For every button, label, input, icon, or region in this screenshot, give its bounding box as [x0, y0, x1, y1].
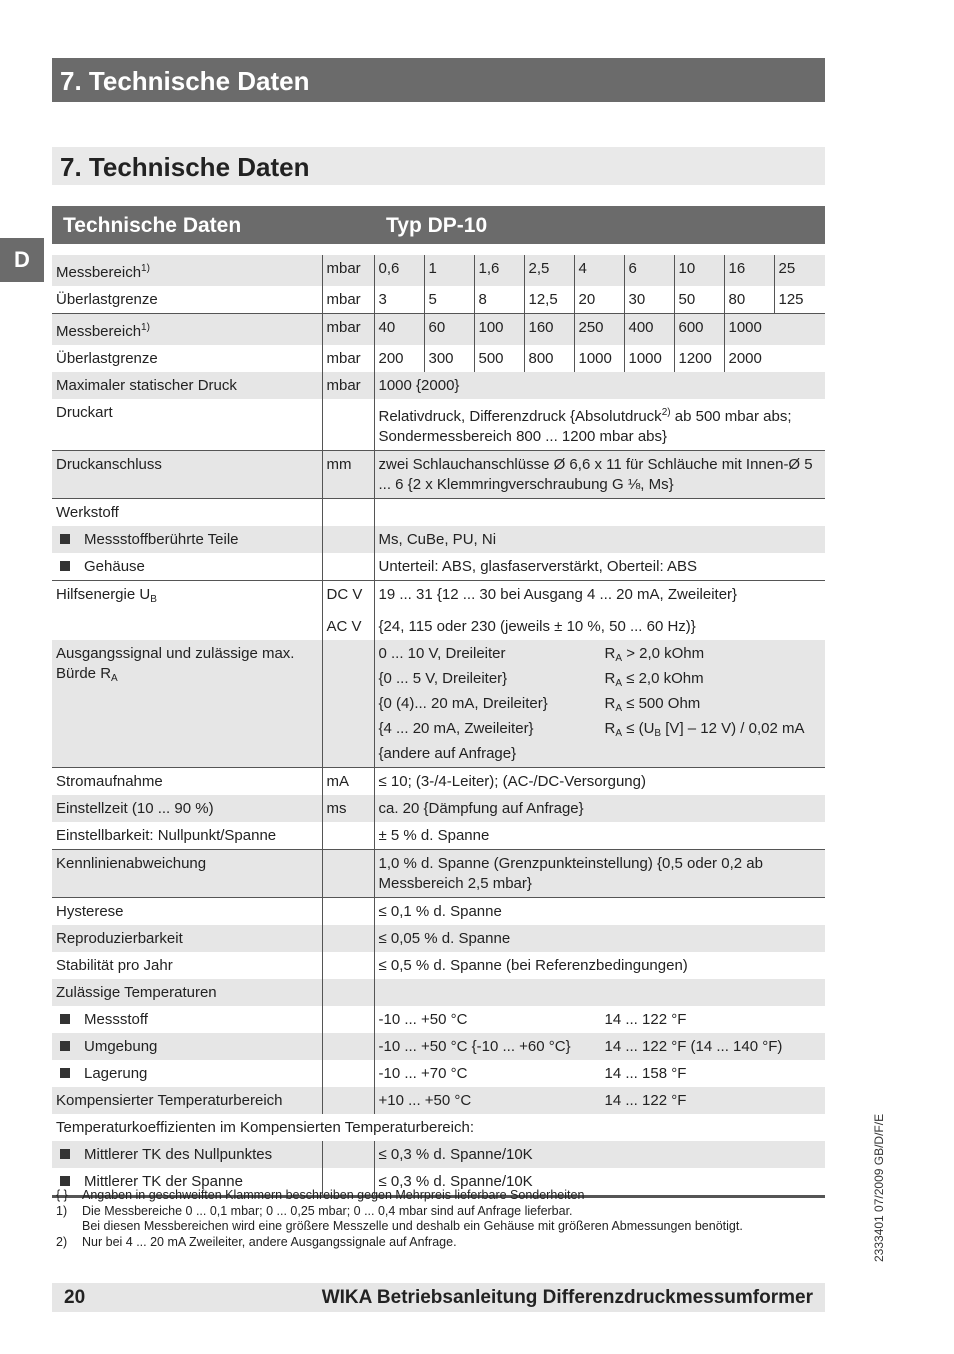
range-cell: 800 [524, 345, 574, 372]
row-value: 19 ... 31 {12 ... 30 bei Ausgang 4 ... 20 mA, Zweileiter} [374, 581, 825, 614]
range-cell: 250 [574, 314, 624, 346]
row-label: Hysterese [52, 898, 322, 926]
table-row [52, 898, 825, 926]
row-label: Messbereich$^{1)}$ [52, 255, 322, 286]
row-label: Maximaler statischer Druck [52, 372, 322, 399]
table-row [52, 979, 825, 1006]
range-cell: 16 [724, 255, 774, 286]
row-unit [322, 850, 374, 898]
row-label: Stabilität pro Jahr [56, 957, 173, 974]
row-label: Hilfsenergie $U_B$ [52, 581, 322, 614]
table-row [52, 1060, 825, 1087]
row-unit [322, 952, 374, 979]
row-unit [322, 1060, 374, 1087]
row-unit [322, 898, 374, 926]
table-row [52, 553, 825, 581]
row-unit: DC V [322, 581, 374, 614]
row-unit [322, 822, 374, 850]
range-cell: 300 [424, 345, 474, 372]
range-cell: 3 [374, 286, 424, 314]
row-label: Ausgangssignal und zulässige max. Bürde $R_A$ [52, 640, 322, 768]
range-cell: 60 [424, 314, 474, 346]
square-bullet-icon [60, 1014, 70, 1024]
row-unit [322, 553, 374, 581]
table-row [52, 822, 825, 850]
row-unit [322, 1141, 374, 1168]
row-unit: mbar [322, 255, 374, 286]
row-label: Einstellzeit (10 ... 90 %) [52, 795, 322, 822]
range-cell: 2000 [724, 345, 825, 372]
page-number: 20 [64, 1287, 86, 1308]
row-unit [322, 640, 374, 768]
row-value: -10 ... +50 °C {-10 ... +60 °C} 14 ... 122 °F (14 ... 140 °F) [374, 1033, 825, 1060]
table-row [52, 372, 825, 399]
row-unit: mm [322, 451, 374, 499]
table-row [52, 526, 825, 553]
row-unit [322, 526, 374, 553]
range-cell: 200 [374, 345, 424, 372]
range-cell: 40 [374, 314, 424, 346]
table-row [52, 1033, 825, 1060]
row-unit [322, 499, 374, 527]
table-row [52, 925, 825, 952]
table-row [52, 1141, 825, 1168]
range-cell: 50 [674, 286, 724, 314]
row-label: Überlastgrenze [56, 291, 158, 308]
row-unit: mbar [322, 314, 374, 346]
row-unit: mbar [322, 372, 374, 399]
range-cell: 160 [524, 314, 574, 346]
range-cell: 10 [674, 255, 724, 286]
row-label: Druckanschluss [52, 451, 322, 499]
footer-title: WIKA Betriebsanleitung Differenzdruckmessumformer [321, 1287, 813, 1308]
table-row [52, 795, 825, 822]
row-value: zwei Schlauchanschlüsse Ø 6,6 x 11 für Schläuche mit Innen-Ø 5 ... 6 {2 x Klemmringverschraubung G ⅛, Ms} [374, 451, 825, 499]
row-label: Kennlinienabweichung [52, 850, 322, 898]
row-unit [322, 399, 374, 451]
range-cell: 25 [774, 255, 825, 286]
section-header [52, 147, 825, 185]
spec-table [52, 255, 825, 1198]
square-bullet-icon [60, 534, 70, 544]
row-value: ≤ 0,3 % d. Spanne/10K [374, 1168, 825, 1197]
row-value: Unterteil: ABS, glasfaserverstärkt, Oberteil: ABS [374, 553, 825, 581]
row-label: Mittlerer TK des Nullpunktes [52, 1141, 322, 1168]
table-row [52, 640, 825, 768]
row-value: 1000 {2000} [374, 372, 825, 399]
row-label: Messstoffberührte Teile [52, 526, 322, 553]
range-cell: 0,6 [374, 255, 424, 286]
table-row [52, 613, 825, 640]
row-label [52, 613, 322, 640]
row-value: ≤ 0,05 % d. Spanne [374, 925, 825, 952]
range-cell: 1000 [574, 345, 624, 372]
range-cell: 400 [624, 314, 674, 346]
row-value: 0 ... 10 V, Dreileiter $R_A > 2,0$ kOhm {0 ... 5 V, Dreileiter} $R_A \le 2,0$ kOhm {0 (4)... 20 mA, Dreileiter} $R_A \le 500$ Ohm {4 ... 20 mA, Zweileiter} $R_A \le (U_B$ [V] – 12 V) / 0,02 mA {andere auf Anfrage} [374, 640, 825, 768]
language-tab-label: D [14, 247, 30, 272]
row-label: Lagerung [52, 1060, 322, 1087]
table-header [52, 206, 825, 244]
row-value: ± 5 % d. Spanne [374, 822, 825, 850]
square-bullet-icon [60, 1176, 70, 1186]
range-cell: 12,5 [524, 286, 574, 314]
chapter-header [52, 58, 825, 102]
range-cell: 1 [424, 255, 474, 286]
table-row [52, 1006, 825, 1033]
footnotes [56, 1188, 826, 1250]
row-value: ≤ 0,5 % d. Spanne (bei Referenzbedingungen) [374, 952, 825, 979]
row-unit: mbar [322, 345, 374, 372]
row-label: Mittlerer TK der Spanne [52, 1168, 322, 1197]
row-value: ≤ 0,3 % d. Spanne/10K [374, 1141, 825, 1168]
row-unit: mbar [322, 286, 374, 314]
range-cell: 6 [624, 255, 674, 286]
footnote: Bei diesen Messbereichen wird eine größere Messzelle und deshalb ein Gehäuse mit größeren Abmessungen benötigt. [82, 1219, 743, 1233]
table-row [52, 581, 825, 614]
row-value: ca. 20 {Dämpfung auf Anfrage} [374, 795, 825, 822]
table-row [52, 1114, 825, 1141]
table-row [52, 1087, 825, 1114]
table-row [52, 286, 825, 314]
row-value: -10 ... +70 °C 14 ... 158 °F [374, 1060, 825, 1087]
square-bullet-icon [60, 1041, 70, 1051]
range-cell: 125 [774, 286, 825, 314]
row-label: Reproduzierbarkeit [52, 925, 322, 952]
row-unit [322, 1087, 374, 1114]
range-cell: 30 [624, 286, 674, 314]
table-row [52, 255, 825, 286]
range-cell: 600 [674, 314, 724, 346]
range-cell: 100 [474, 314, 524, 346]
row-label: Umgebung [52, 1033, 322, 1060]
range-cell: 20 [574, 286, 624, 314]
range-cell: 1000 [724, 314, 825, 346]
row-unit [322, 1006, 374, 1033]
row-label: Kompensierter Temperaturbereich [52, 1087, 322, 1114]
row-value [374, 979, 825, 1006]
row-value: {24, 115 oder 230 (jeweils ± 10 %, 50 ... 60 Hz)} [374, 613, 825, 640]
range-cell: 1200 [674, 345, 724, 372]
square-bullet-icon [60, 1068, 70, 1078]
table-header-left: Technische Daten [63, 214, 242, 237]
table-row [52, 850, 825, 898]
row-label: Gehäuse [52, 553, 322, 581]
table-row [52, 768, 825, 796]
row-value: 1,0 % d. Spanne (Grenzpunkteinstellung) {0,5 oder 0,2 ab Messbereich 2,5 mbar} [374, 850, 825, 898]
row-unit: ms [322, 795, 374, 822]
range-cell: 500 [474, 345, 524, 372]
range-cell: 1000 [624, 345, 674, 372]
section-title: 7. Technische Daten [60, 152, 310, 182]
square-bullet-icon [60, 1149, 70, 1159]
table-row [52, 499, 825, 527]
row-label: Messbereich$^{1)}$ [52, 314, 322, 346]
footnote: { } Angaben in geschweiften Klammern beschreiben gegen Mehrpreis lieferbare Sonderheiten [56, 1188, 585, 1202]
row-unit: AC V [322, 613, 374, 640]
range-cell: 8 [474, 286, 524, 314]
row-unit [322, 1033, 374, 1060]
row-label: Überlastgrenze [56, 350, 158, 367]
table-row [52, 345, 825, 372]
row-label: Druckart [56, 404, 113, 421]
document-number: 2333401 07/2009 GB/D/F/E [872, 1113, 886, 1262]
square-bullet-icon [60, 561, 70, 571]
row-label: Einstellbarkeit: Nullpunkt/Spanne [56, 827, 277, 844]
row-value: -10 ... +50 °C 14 ... 122 °F [374, 1006, 825, 1033]
row-label: Stromaufnahme [52, 768, 322, 796]
row-label: Temperaturkoeffizienten im Kompensierten Temperaturbereich: [56, 1119, 474, 1136]
language-tab [0, 238, 44, 282]
row-value: Ms, CuBe, PU, Ni [374, 526, 825, 553]
row-value: ≤ 10; (3-/4-Leiter); (AC-/DC-Versorgung) [374, 768, 825, 796]
page-footer [52, 1283, 825, 1312]
range-cell: 5 [424, 286, 474, 314]
row-label: Messstoff [52, 1006, 322, 1033]
row-value [374, 499, 825, 527]
row-unit [322, 925, 374, 952]
row-value: Relativdruck, Differenzdruck {Absolutdruck$^{2)}$ ab 500 mbar abs; Sondermessbereich 800 ... 1200 mbar abs} [374, 399, 825, 451]
chapter-title: 7. Technische Daten [60, 66, 310, 96]
range-cell: 4 [574, 255, 624, 286]
row-unit [322, 979, 374, 1006]
range-cell: 80 [724, 286, 774, 314]
table-row [52, 399, 825, 451]
footnote: 1) Die Messbereiche 0 ... 0,1 mbar; 0 ... 0,25 mbar; 0 ... 0,4 mbar sind auf Anfrage lieferbar. [56, 1203, 573, 1218]
row-label: Zulässige Temperaturen [52, 979, 322, 1006]
table-header-right: Typ DP-10 [386, 214, 488, 237]
row-label: Werkstoff [52, 499, 322, 527]
table-row [52, 451, 825, 499]
range-cell: 2,5 [524, 255, 574, 286]
table-row [52, 952, 825, 979]
table-row [52, 314, 825, 346]
row-value: +10 ... +50 °C 14 ... 122 °F [374, 1087, 825, 1114]
row-unit: mA [322, 768, 374, 796]
footnote: 2) Nur bei 4 ... 20 mA Zweileiter, andere Ausgangssignale auf Anfrage. [56, 1234, 457, 1249]
range-cell: 1,6 [474, 255, 524, 286]
row-value: ≤ 0,1 % d. Spanne [374, 898, 825, 926]
